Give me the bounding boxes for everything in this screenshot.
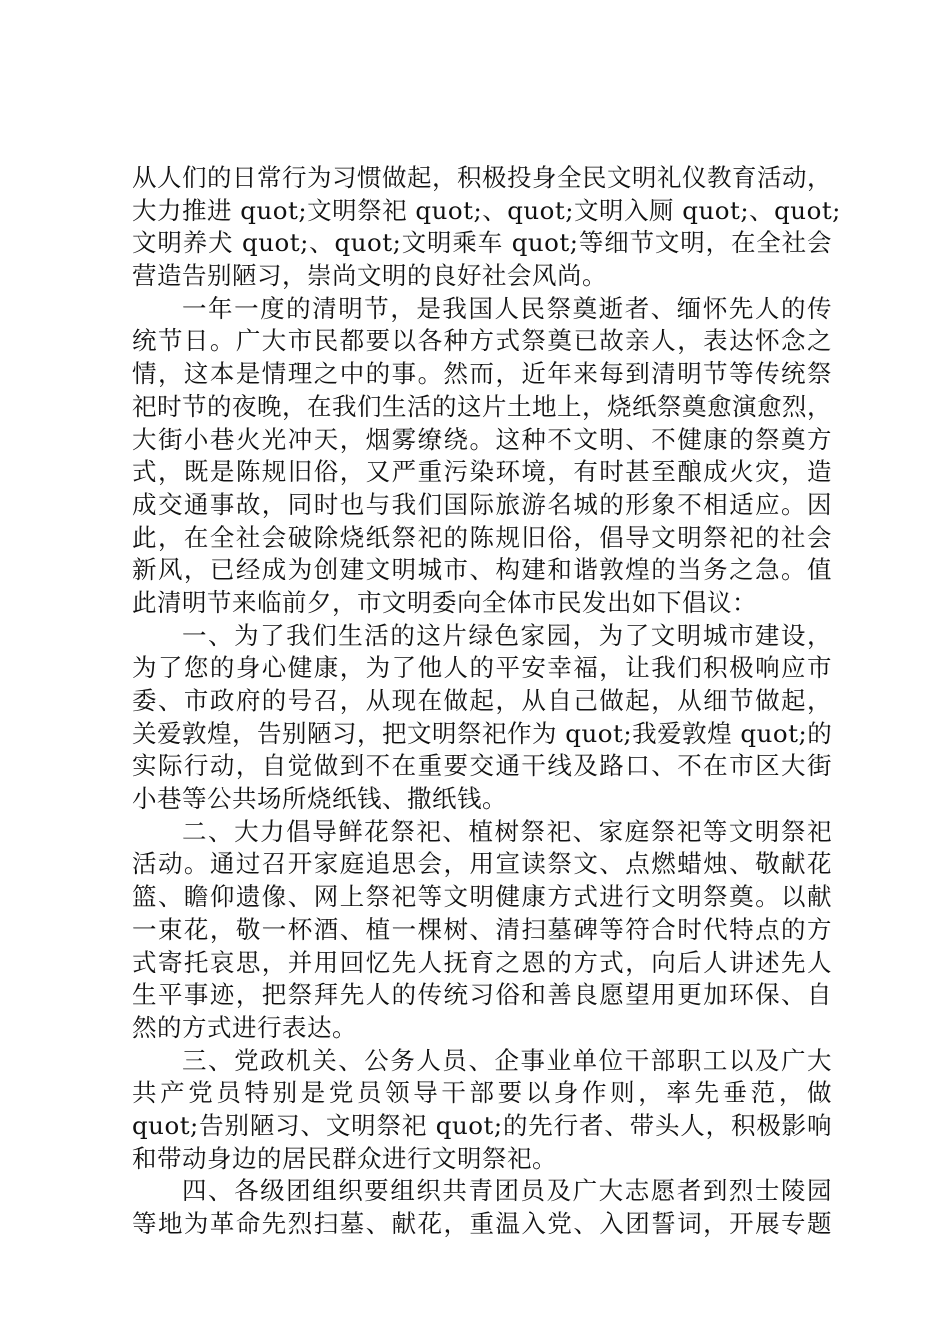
- text-line: 一年一度的清明节，是我国人民祭奠逝者、缅怀先人的传: [182, 293, 832, 323]
- text-line: 此，在全社会破除烧纸祭祀的陈规旧俗，倡导文明祭祀的社会: [132, 522, 832, 552]
- text-line: 式寄托哀思，并用回忆先人抚育之恩的方式，向后人讲述先人: [132, 947, 832, 977]
- text-line: 委、市政府的号召，从现在做起，从自己做起，从细节做起，: [132, 686, 832, 715]
- document-page: [132, 162, 841, 1241]
- text-line: 篮、瞻仰遗像、网上祭祀等文明健康方式进行文明祭奠。以献: [132, 882, 832, 912]
- text-line: 实际行动，自觉做到不在重要交通干线及路口、不在市区大街: [132, 751, 832, 781]
- text-line: 一、为了我们生活的这片绿色家园，为了文明城市建设，: [182, 620, 832, 650]
- text-line: 生平事迹，把祭拜先人的传统习俗和善良愿望用更加环保、自: [132, 980, 832, 1010]
- text-line: 此清明节来临前夕，市文明委向全体市民发出如下倡议：: [132, 587, 757, 617]
- text-line: quot;告别陋习、文明祭祀 quot;的先行者、带头人，积极影响: [132, 1110, 832, 1140]
- text-line: 活动。通过召开家庭追思会，用宣读祭文、点燃蜡烛、敬献花: [132, 849, 832, 879]
- text-line: 祀时节的夜晚，在我们生活的这片土地上，烧纸祭奠愈演愈烈，: [132, 391, 832, 421]
- text-line: 大街小巷火光冲天，烟雾缭绕。这种不文明、不健康的祭奠方: [132, 424, 832, 454]
- text-line: 然的方式进行表达。: [132, 1012, 357, 1042]
- text-line: 一束花，敬一杯酒、植一棵树、清扫墓碑等符合时代特点的方: [132, 914, 832, 944]
- text-line: 和带动身边的居民群众进行文明祭祀。: [132, 1143, 557, 1173]
- text-line: 文明养犬 quot;、quot;文明乘车 quot;等细节文明，在全社会: [132, 228, 832, 258]
- text-line: 从人们的日常行为习惯做起，积极投身全民文明礼仪教育活动，: [132, 163, 832, 192]
- text-line: 成交通事故，同时也与我们国际旅游名城的形象不相适应。因: [132, 489, 832, 519]
- text-line: 关爱敦煌，告别陋习，把文明祭祀作为 quot;我爱敦煌 quot;的: [132, 718, 833, 748]
- text-line: 二、大力倡导鲜花祭祀、植树祭祀、家庭祭祀等文明祭祀: [182, 816, 832, 846]
- text-line: 情，这本是情理之中的事。然而，近年来每到清明节等传统祭: [132, 359, 832, 389]
- text-line: 共产党员特别是党员领导干部要以身作则，率先垂范，做: [132, 1078, 832, 1108]
- text-line: 式，既是陈规旧俗，又严重污染环境，有时甚至酿成火灾，造: [132, 457, 832, 487]
- text-line: 等地为革命先烈扫墓、献花，重温入党、入团誓词，开展专题: [132, 1209, 832, 1238]
- text-line: 大力推进 quot;文明祭祀 quot;、quot;文明入厕 quot;、quot;: [132, 195, 841, 225]
- text-line: 营造告别陋习，崇尚文明的良好社会风尚。: [132, 261, 607, 291]
- text-line: 为了您的身心健康，为了他人的平安幸福，让我们积极响应市: [132, 653, 832, 683]
- text-line: 四、各级团组织要组织共青团员及广大志愿者到烈士陵园: [182, 1176, 832, 1206]
- text-line: 三、党政机关、公务人员、企事业单位干部职工以及广大: [182, 1045, 832, 1075]
- text-line: 小巷等公共场所烧纸钱、撒纸钱。: [132, 784, 507, 814]
- text-line: 新风，已经成为创建文明城市、构建和谐敦煌的当务之急。值: [132, 555, 832, 585]
- text-line: 统节日。广大市民都要以各种方式祭奠已故亲人，表达怀念之: [132, 326, 832, 356]
